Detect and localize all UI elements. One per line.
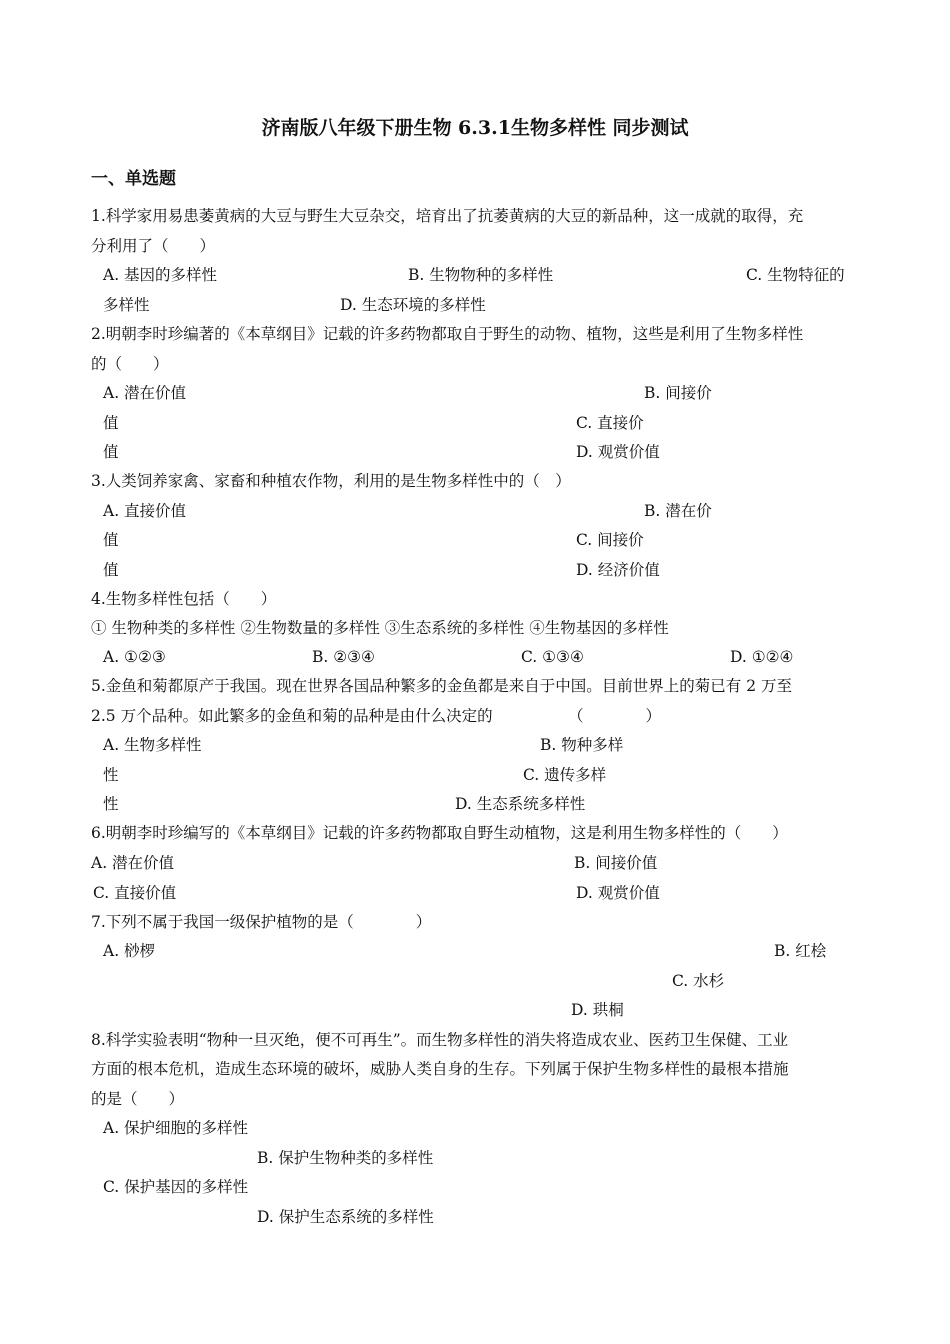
q5-option-a: A. 生物多样性 [103,736,202,754]
q3-wrap-1: 值 [103,531,119,549]
q2-option-d: D. 观赏价值 [576,443,660,461]
q3-wrap-2: 值 [103,561,119,579]
q8-stem-cont-2: 的是（ ） [91,1090,185,1108]
q8-option-b: B. 保护生物种类的多样性 [257,1149,434,1167]
q6-option-d: D. 观赏价值 [576,884,660,902]
q8-stem-cont-1: 方面的根本危机，造成生态环境的破坏，威胁人类自身的生存。下列属于保护生物多样性的最根本措施 [91,1060,789,1078]
q4-option-d: D. ①②④ [730,648,794,666]
q3-option-c: C. 间接价 [576,531,644,549]
q2-stem-cont: 的（ ） [91,355,169,373]
q4-option-a: A. ①②③ [103,648,166,666]
q6-stem: 6.明朝李时珍编写的《本草纲目》记载的许多药物都取自野生动植物，这是利用生物多样性的（ ） [91,824,788,842]
q2-option-c: C. 直接价 [576,414,644,432]
q1-option-c: C. 生物特征的 [746,266,845,284]
q3-stem: 3.人类饲养家禽、家畜和种植农作物，利用的是生物多样性中的（ ） [91,472,571,490]
q4-option-c: C. ①③④ [521,648,584,666]
q1-option-c-cont: 多样性 [103,296,150,314]
q2-stem: 2.明朝李时珍编著的《本草纲目》记载的许多药物都取自于野生的动物、植物，这些是利用了生物多样性 [91,325,804,343]
q2-wrap-1: 值 [103,414,119,432]
q8-option-c: C. 保护基因的多样性 [103,1178,249,1196]
q2-option-a: A. 潜在价值 [103,384,187,402]
section-heading: 一、单选题 [91,169,176,189]
q7-option-d: D. 珙桐 [571,1001,624,1019]
q3-option-a: A. 直接价值 [103,502,187,520]
q1-option-b: B. 生物物种的多样性 [408,266,554,284]
q5-option-d: D. 生态系统多样性 [455,795,586,813]
q1-stem: 1.科学家用易患萎黄病的大豆与野生大豆杂交，培育出了抗萎黄病的大豆的新品种，这一成就的取得，充 [91,207,804,225]
q2-wrap-2: 值 [103,443,119,461]
q6-option-c: C. 直接价值 [93,884,177,902]
q5-wrap-2: 性 [103,795,119,813]
q7-option-b: B. 红桧 [774,942,827,960]
q5-wrap-1: 性 [103,766,119,784]
q5-option-b: B. 物种多样 [540,736,624,754]
page-title: 济南版八年级下册生物 6.3.1生物多样性 同步测试 [261,117,689,139]
q8-stem: 8.科学实验表明“物种一旦灭绝，便不可再生”。而生物多样性的消失将造成农业、医药卫生保健、工业 [91,1031,789,1049]
q2-option-b: B. 间接价 [644,384,712,402]
q8-option-d: D. 保护生态系统的多样性 [257,1208,434,1226]
q4-option-b: B. ②③④ [312,648,375,666]
q3-option-d: D. 经济价值 [576,561,660,579]
q4-stem: 4.生物多样性包括（ ） [91,590,277,608]
q1-option-d: D. 生态环境的多样性 [340,296,486,314]
q6-option-b: B. 间接价值 [574,854,658,872]
q4-items: ① 生物种类的多样性 ②生物数量的多样性 ③生态系统的多样性 ④生物基因的多样性 [91,619,669,637]
q3-option-b: B. 潜在价 [644,502,712,520]
q5-stem: 5.金鱼和菊都原产于我国。现在世界各国品种繁多的金鱼都是来自于中国。目前世界上的菊已有 2 万至 [91,677,793,695]
q8-option-a: A. 保护细胞的多样性 [103,1119,249,1137]
q7-option-a: A. 桫椤 [103,942,156,960]
q5-answer-paren: （ ） [568,707,662,725]
q6-option-a: A. 潜在价值 [91,854,175,872]
q1-option-a: A. 基因的多样性 [103,266,218,284]
q1-stem-cont: 分利用了（ ） [91,237,216,255]
q5-option-c: C. 遗传多样 [523,766,607,784]
q7-stem: 7.下列不属于我国一级保护植物的是（ ） [91,913,432,931]
q5-stem-cont: 2.5 万个品种。如此繁多的金鱼和菊的品种是由什么决定的 [91,707,493,725]
q7-option-c: C. 水杉 [672,972,725,990]
